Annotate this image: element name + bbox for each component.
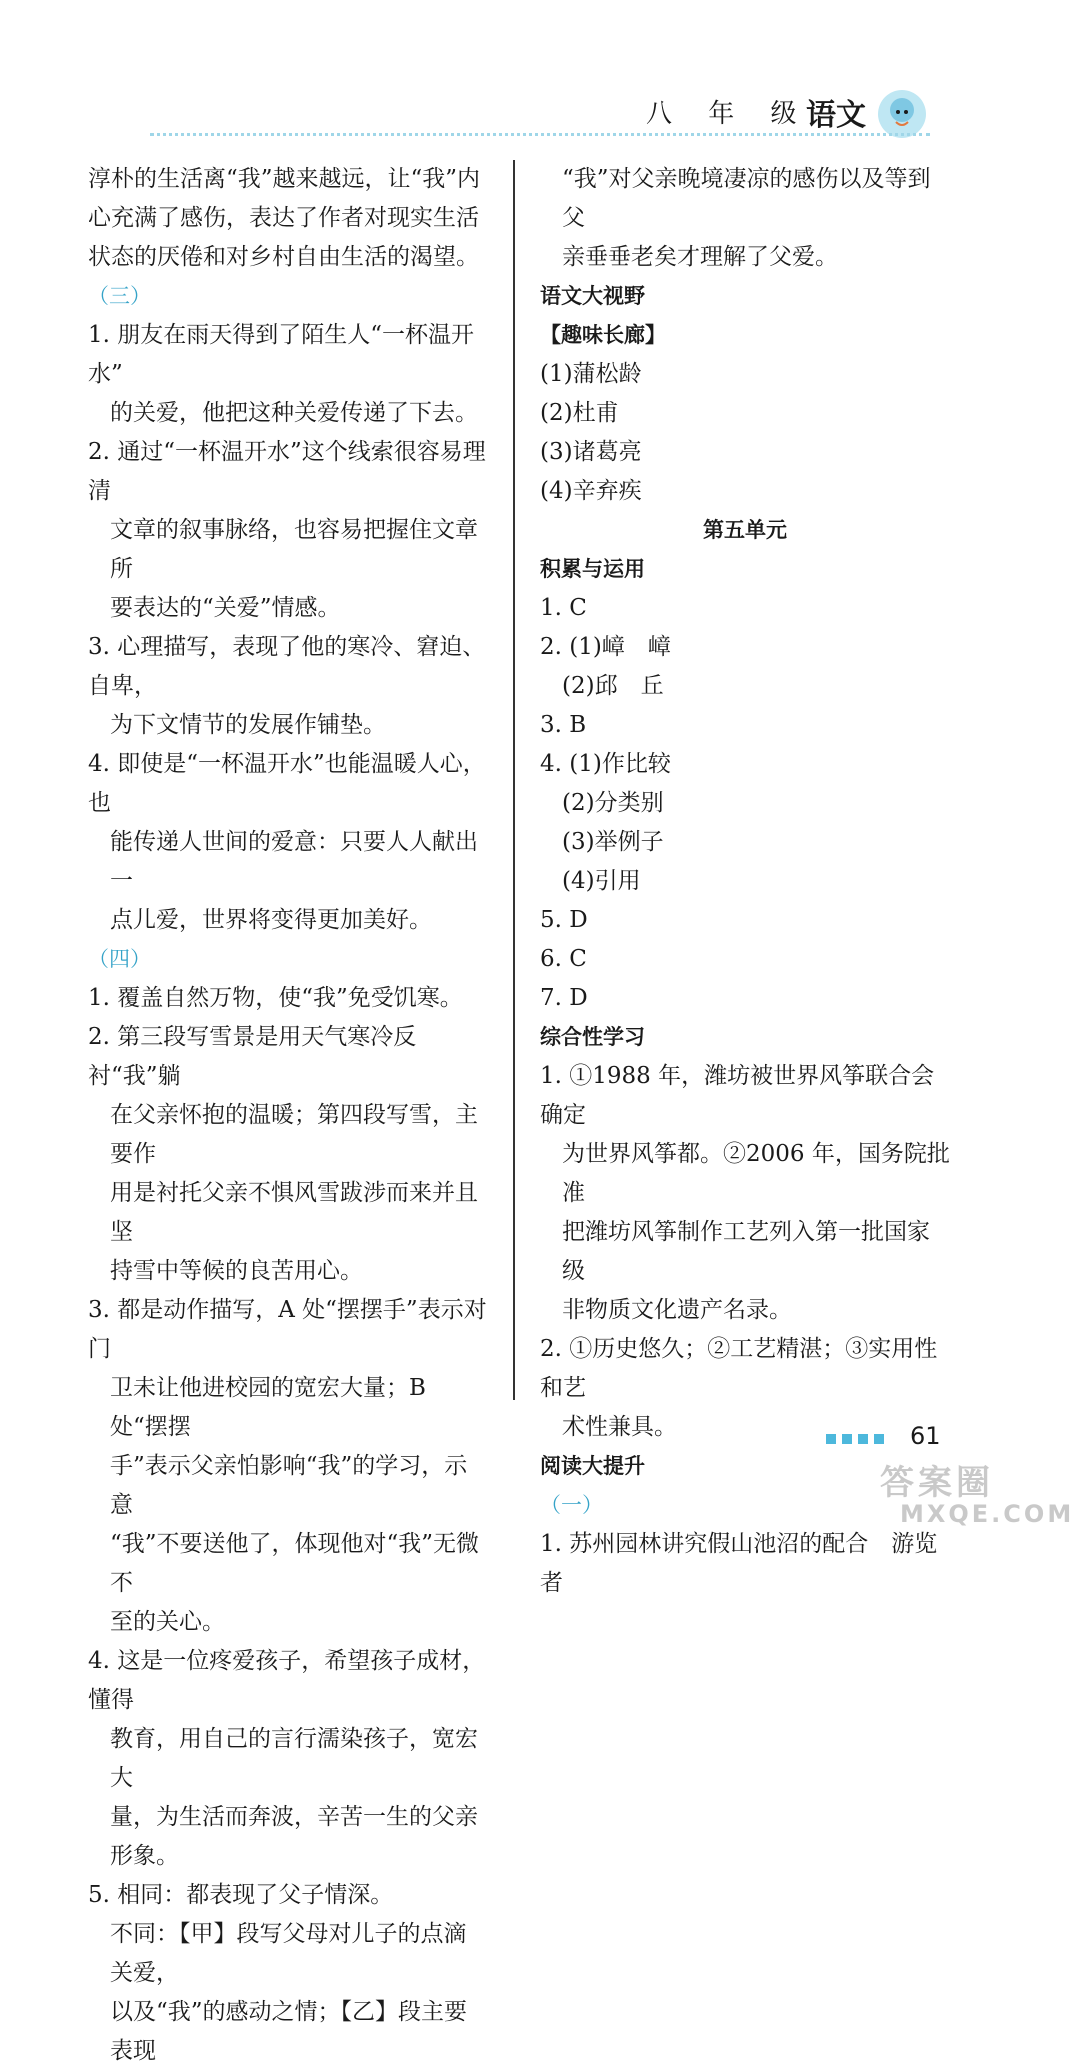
right-line: 把潍坊风筝制作工艺列入第一批国家级 bbox=[562, 1219, 930, 1284]
right-line: “我”对父亲晚境凄凉的感伤以及等到父 bbox=[562, 166, 931, 231]
left-line: 3. 都是动作描写，A 处“摆摆手”表示对门 bbox=[88, 1297, 487, 1362]
right-line: 阅读大提升 bbox=[540, 1454, 645, 1478]
watermark-logo: 答案圈 bbox=[880, 1463, 994, 1503]
left-line: 形象。 bbox=[110, 1843, 179, 1869]
right-line: 综合性学习 bbox=[540, 1025, 645, 1049]
left-line: 在父亲怀抱的温暖；第四段写雪，主要作 bbox=[110, 1102, 478, 1167]
grade-label: 八 年 级 bbox=[646, 99, 811, 129]
left-line: 持雪中等候的良苦用心。 bbox=[110, 1258, 363, 1284]
left-line: （三） bbox=[88, 284, 151, 308]
right-line: 为世界风筝都。②2006 年，国务院批准 bbox=[562, 1141, 950, 1206]
left-line: 为下文情节的发展作铺垫。 bbox=[110, 712, 386, 738]
left-line: 状态的厌倦和对乡村自由生活的渴望。 bbox=[88, 244, 479, 270]
right-line: （一） bbox=[540, 1493, 603, 1517]
right-line: 1. 苏州园林讲究假山池沼的配合 游览者 bbox=[540, 1531, 938, 1596]
left-line: 不同：【甲】段写父母对儿子的点滴关爱， bbox=[110, 1921, 467, 1986]
left-line: 文章的叙事脉络，也容易把握住文章所 bbox=[110, 517, 478, 582]
right-line: 第五单元 bbox=[703, 518, 787, 542]
watermark-url: MXQE.COM bbox=[900, 1500, 1074, 1528]
left-line: 5. 相同：都表现了父子情深。 bbox=[88, 1882, 394, 1908]
left-line: 1. 覆盖自然万物，使“我”免受饥寒。 bbox=[88, 985, 463, 1011]
subject-label: 语文 bbox=[806, 98, 866, 133]
right-line: (2)杜甫 bbox=[540, 400, 619, 426]
right-line: 语文大视野 bbox=[540, 284, 645, 308]
right-line: 2. ①历史悠久；②工艺精湛；③实用性和艺 bbox=[540, 1336, 938, 1401]
left-line: “我”不要送他了，体现他对“我”无微不 bbox=[110, 1531, 480, 1596]
left-line: 的关爱，他把这种关爱传递了下去。 bbox=[110, 400, 478, 426]
left-line: 用是衬托父亲不惧风雪跋涉而来并且坚 bbox=[110, 1180, 478, 1245]
right-line: 【趣味长廊】 bbox=[540, 323, 666, 347]
right-line: 非物质文化遗产名录。 bbox=[562, 1297, 792, 1323]
right-line: 5. D bbox=[540, 907, 588, 933]
left-line: 手”表示父亲怕影响“我”的学习，示意 bbox=[110, 1453, 468, 1518]
right-line: (4)辛弃疾 bbox=[540, 478, 642, 504]
right-line: (3)举例子 bbox=[562, 829, 664, 855]
left-line: 至的关心。 bbox=[110, 1609, 225, 1635]
left-line: 4. 即使是“一杯温开水”也能温暖人心，也 bbox=[88, 751, 486, 816]
right-column bbox=[540, 160, 950, 1603]
page-number: 61 bbox=[910, 1422, 941, 1450]
left-line: 卫未让他进校园的宽宏大量；B 处“摆摆 bbox=[110, 1375, 426, 1440]
header-dotted-line bbox=[150, 133, 930, 136]
left-line: （四） bbox=[88, 947, 151, 971]
left-column bbox=[88, 160, 488, 2071]
right-line: 4. (1)作比较 bbox=[540, 751, 671, 777]
right-line: 7. D bbox=[540, 985, 588, 1011]
right-line: 术性兼具。 bbox=[562, 1414, 677, 1440]
right-line: 3. B bbox=[540, 712, 587, 738]
left-line: 以及“我”的感动之情；【乙】段主要表现 bbox=[110, 1999, 468, 2064]
left-line: 点儿爱，世界将变得更加美好。 bbox=[110, 907, 432, 933]
page-marker-square bbox=[858, 1434, 868, 1444]
page-marker-square bbox=[842, 1434, 852, 1444]
right-line: 1. ①1988 年，潍坊被世界风筝联合会确定 bbox=[540, 1063, 935, 1128]
left-line: 2. 通过“一杯温开水”这个线索很容易理清 bbox=[88, 439, 486, 504]
page-marker-square bbox=[826, 1434, 836, 1444]
left-line: 3. 心理描写，表现了他的寒冷、窘迫、自卑， bbox=[88, 634, 486, 699]
left-line: 教育，用自己的言行濡染孩子，宽宏大 bbox=[110, 1726, 478, 1791]
right-line: (4)引用 bbox=[562, 868, 641, 894]
left-line: 4. 这是一位疼爱孩子，希望孩子成材，懂得 bbox=[88, 1648, 486, 1713]
right-line: 1. C bbox=[540, 595, 587, 621]
left-line: 量，为生活而奔波，辛苦一生的父亲 bbox=[110, 1804, 478, 1830]
left-line: 2. 第三段写雪景是用天气寒冷反衬“我”躺 bbox=[88, 1024, 417, 1089]
right-line: (1)蒲松龄 bbox=[540, 361, 642, 387]
right-line: (2)邱 丘 bbox=[562, 673, 664, 699]
left-line: 要表达的“关爱”情感。 bbox=[110, 595, 341, 621]
left-line: 心充满了感伤，表达了作者对现实生活 bbox=[88, 205, 479, 231]
left-line: 1. 朋友在雨天得到了陌生人“一杯温开水” bbox=[88, 322, 475, 387]
column-divider bbox=[513, 160, 515, 1400]
right-line: (2)分类别 bbox=[562, 790, 664, 816]
left-line: 能传递人世间的爱意：只要人人献出一 bbox=[110, 829, 478, 894]
right-line: 6. C bbox=[540, 946, 587, 972]
left-line: 淳朴的生活离“我”越来越远，让“我”内 bbox=[88, 166, 481, 192]
right-line: 亲垂垂老矣才理解了父爱。 bbox=[562, 244, 838, 270]
right-line: (3)诸葛亮 bbox=[540, 439, 642, 465]
right-line: 2. (1)嶂 嶂 bbox=[540, 634, 671, 660]
page-marker-square bbox=[874, 1434, 884, 1444]
right-line: 积累与运用 bbox=[540, 557, 645, 581]
